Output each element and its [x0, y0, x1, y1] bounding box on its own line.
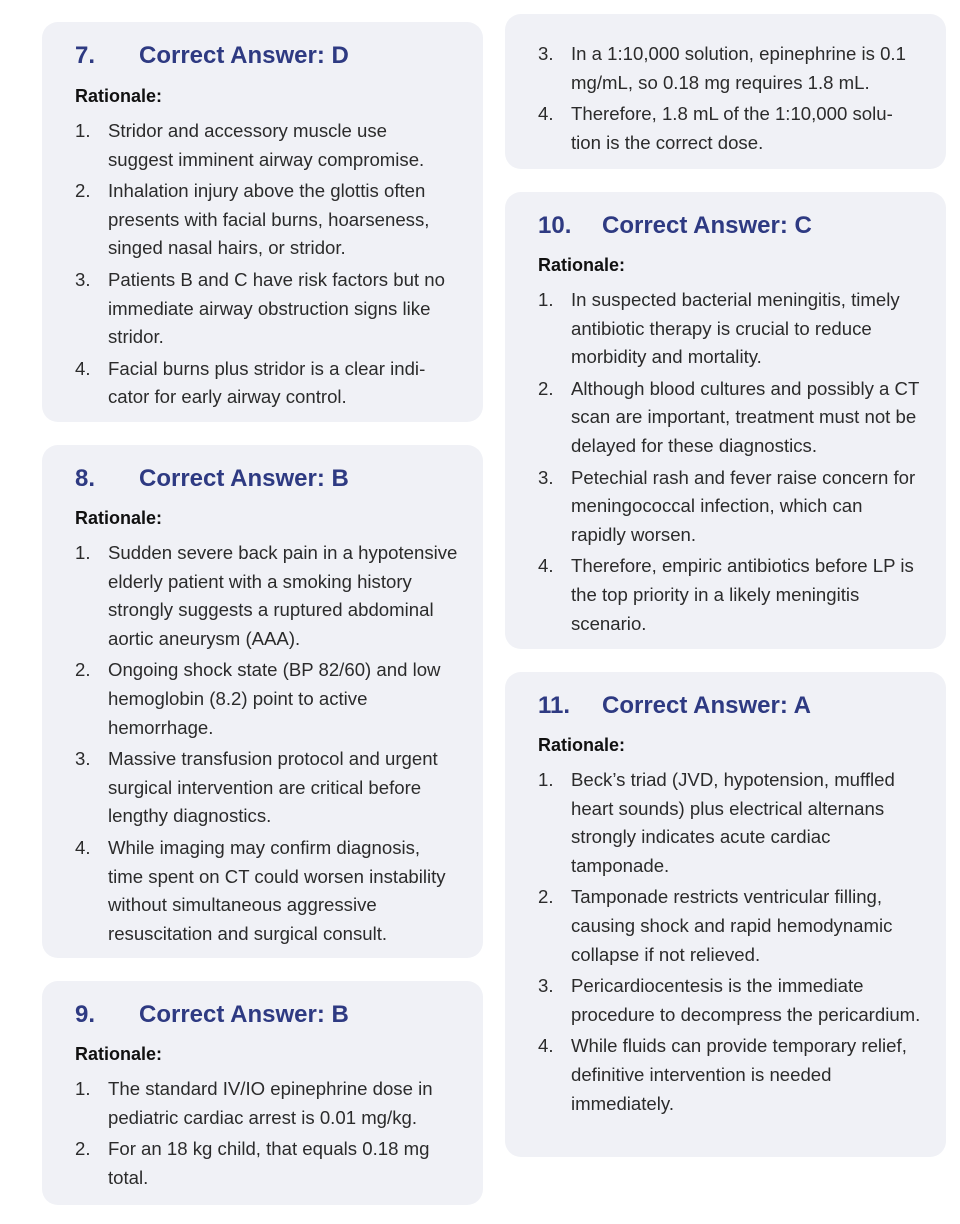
item-text: Inhalation injury above the glottis often presents with facial burns, hoarseness, singed nasal hairs, or stridor.: [108, 180, 430, 259]
item-number: 1.: [538, 289, 554, 310]
item-text: In a 1:10,000 solution, epinephrine is 0.1 mg/mL, so 0.18 mg requires 1.8 mL.: [571, 43, 906, 93]
rationale-label: Rationale:: [75, 1044, 163, 1064]
item-text: Massive transfusion protocol and urgent surgical intervention are critical before lengthy diagnostics.: [108, 748, 438, 827]
item-number: 2.: [538, 886, 554, 908]
rationale-item: [75, 117, 447, 174]
item-number: 1.: [75, 120, 91, 141]
answer-card-9-continued: [505, 14, 946, 169]
rationale-item: [75, 177, 447, 263]
rationale-item: [538, 883, 922, 969]
item-text: While fluids can provide temporary relief, definitive intervention is needed immediately.: [571, 1035, 907, 1114]
item-text: Beck’s triad (JVD, hypotension, muffled heart sounds) plus electrical alternans strongly indicates acute cardiac tamponade.: [571, 769, 895, 876]
answer-heading: [75, 465, 349, 493]
correct-answer: Correct Answer: C: [602, 212, 812, 239]
rationale-list: [538, 286, 922, 641]
item-number: 4.: [538, 1035, 554, 1057]
item-text: Sudden severe back pain in a hypotensive elderly patient with a smoking history strongly suggests a ruptured abdominal aortic aneurysm (AAA).: [108, 542, 458, 649]
answer-card-11: [505, 672, 946, 1157]
item-number: 3.: [538, 466, 554, 488]
item-number: 2.: [75, 180, 91, 202]
answer-heading: [75, 42, 349, 70]
item-number: 4.: [75, 836, 91, 858]
rationale-label: Rationale:: [75, 86, 163, 106]
item-text: In suspected bacterial meningitis, timely antibiotic therapy is crucial to reduce morbidity and mortality.: [571, 289, 900, 368]
rationale-item: [538, 972, 922, 1029]
correct-answer: Correct Answer: B: [139, 1001, 349, 1028]
answer-card-8: [42, 445, 483, 958]
item-text: Pericardiocentesis is the immediate procedure to decompress the pericardium.: [571, 975, 921, 1025]
rationale-item: [538, 375, 922, 461]
question-number: 9.: [75, 1001, 96, 1028]
answer-heading: [538, 692, 811, 720]
item-text: Petechial rash and fever raise concern for meningococcal infection, which can rapidly worsen.: [571, 466, 916, 545]
item-text: Stridor and accessory muscle use suggest imminent airway compromise.: [108, 120, 425, 170]
rationale-list: [538, 766, 922, 1121]
rationale-item: [75, 1075, 449, 1132]
item-text: Therefore, 1.8 mL of the 1:10,000 solution is the correct dose.: [571, 103, 893, 153]
answer-card-7: [42, 22, 483, 422]
answer-card-9: [42, 981, 483, 1205]
item-number: 4.: [538, 103, 554, 125]
answer-card-10: [505, 192, 946, 649]
item-number: 1.: [538, 769, 554, 790]
rationale-item: [538, 766, 922, 880]
rationale-item: [75, 834, 459, 948]
question-number: 8.: [75, 465, 96, 492]
item-number: 2.: [538, 377, 554, 399]
item-number: 3.: [538, 43, 554, 64]
rationale-label: Rationale:: [538, 735, 626, 755]
item-text: Ongoing shock state (BP 82/60) and low hemoglobin (8.2) point to active hemorrhage.: [108, 659, 441, 738]
rationale-list: [75, 1075, 449, 1195]
item-number: 2.: [75, 659, 91, 681]
answer-heading: [538, 212, 812, 240]
rationale-item: [538, 286, 922, 372]
item-number: 4.: [75, 357, 91, 379]
rationale-item: [538, 552, 922, 638]
item-text: Facial burns plus stridor is a clear indicator for early airway control.: [108, 357, 426, 408]
rationale-label: Rationale:: [75, 508, 163, 528]
rationale-item: [75, 656, 459, 742]
rationale-item: [75, 1135, 449, 1192]
item-number: 3.: [538, 975, 554, 997]
item-number: 3.: [75, 268, 91, 290]
rationale-item: [538, 1032, 922, 1118]
correct-answer: Correct Answer: A: [602, 692, 811, 719]
rationale-item: [75, 745, 459, 831]
item-text: The standard IV/IO epinephrine dose in pediatric cardiac arrest is 0.01 mg/kg.: [108, 1078, 433, 1128]
rationale-label: Rationale:: [538, 255, 626, 275]
rationale-item: [538, 40, 913, 97]
item-number: 2.: [75, 1138, 91, 1160]
rationale-item: [75, 539, 459, 653]
item-text: Patients B and C have risk factors but no immediate airway obstruction signs like stridor.: [108, 268, 445, 348]
rationale-list: [75, 539, 459, 951]
question-number: 7.: [75, 42, 96, 69]
rationale-item: [75, 266, 447, 352]
item-text: Although blood cultures and possibly a CT scan are important, treatment must not be delayed for these diagnostics.: [571, 377, 919, 456]
answer-heading: [75, 1001, 349, 1029]
item-text: Therefore, empiric antibiotics before LP is the top priority in a likely meningitis scenario.: [571, 555, 914, 634]
item-text: While imaging may confirm diagnosis, time spent on CT could worsen instability without simultaneous aggressive resuscitation and surgical consult.: [108, 836, 446, 944]
item-text: Tamponade restricts ventricular filling, causing shock and rapid hemodynamic collapse if not relieved.: [571, 886, 893, 965]
rationale-list: [75, 117, 447, 415]
correct-answer: Correct Answer: B: [139, 465, 349, 492]
question-number: 11.: [538, 692, 571, 719]
rationale-list: [538, 40, 913, 160]
rationale-item: [75, 355, 447, 412]
rationale-item: [538, 100, 913, 157]
rationale-item: [538, 464, 922, 550]
correct-answer: Correct Answer: D: [139, 42, 349, 69]
item-number: 1.: [75, 1078, 91, 1099]
item-number: 4.: [538, 555, 554, 577]
item-number: 1.: [75, 542, 91, 563]
question-number: 10.: [538, 212, 572, 239]
item-text: For an 18 kg child, that equals 0.18 mg total.: [108, 1138, 430, 1188]
item-number: 3.: [75, 748, 91, 770]
